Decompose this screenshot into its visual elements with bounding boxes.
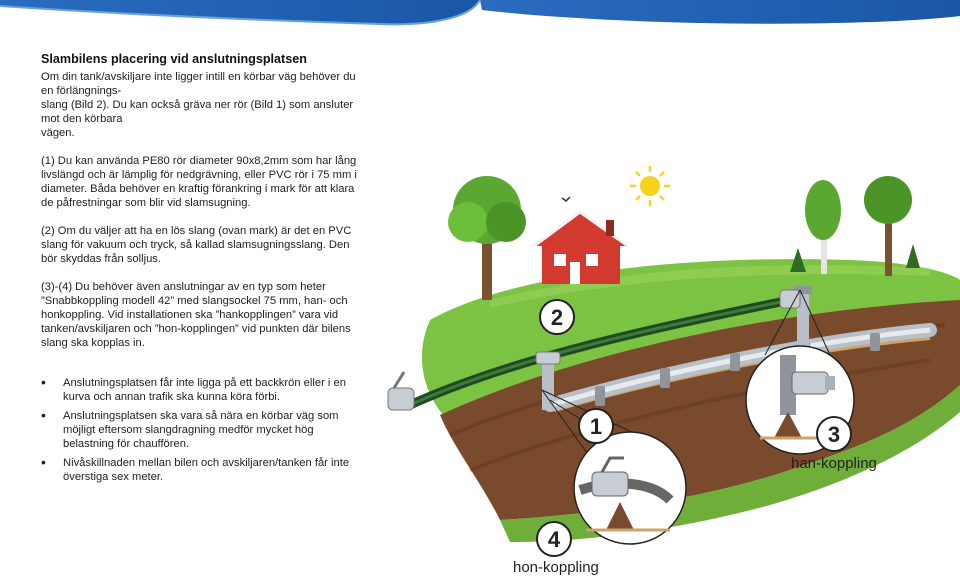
tree-left	[448, 176, 526, 300]
installation-illustration	[370, 150, 960, 576]
callout-3	[817, 417, 851, 451]
intro-paragraph: Om din tank/avskiljare inte ligger intill en körbar väg behöver du en förlängnings- slang (Bild 2). Du kan också gräva ner rör (Bild 1) som ansluter mot den körbara vägen.	[41, 71, 356, 139]
list-item: • Anslutningsplatsen ska vara så nära en körbar väg som möjligt eftersom slangdragning medför mycket hög belastning för chauffören.	[41, 409, 366, 451]
hose-coupling-left	[388, 372, 414, 410]
paragraph-hose: (2) Om du väljer att ha en lös slang (ovan mark) är det en PVC slang för vakuum och tryck, så kallad slamsugningsslang. Den bör skyddas från solljus.	[41, 225, 352, 265]
callout-2	[540, 300, 574, 334]
page-title: Slambilens placering vid anslutningsplatsen	[41, 52, 307, 66]
svg-text:3: 3	[827, 422, 841, 447]
top-banner	[0, 0, 960, 46]
label-han-coupling: han-koppling	[791, 455, 877, 472]
paragraph-pipe: (1) Du kan använda PE80 rör diameter 90x8,2mm som har lång livslängd och är lämplig för nedgrävning, eller PVC rör i 75 mm i diameter. Båda behöver en kraftig förankring i mark för att klara de påfrestningar som blir vid slamsugning.	[41, 155, 357, 209]
bullet-list	[41, 376, 366, 484]
bird-icon	[562, 197, 570, 201]
article-text	[41, 52, 366, 489]
sun-icon	[630, 166, 670, 206]
svg-text:1: 1	[589, 414, 603, 439]
label-hon-coupling: hon-koppling	[513, 559, 599, 576]
svg-text:2: 2	[550, 305, 564, 330]
list-item: • Nivåskillnaden mellan bilen och avskiljaren/tanken får inte överstiga sex meter.	[41, 456, 366, 484]
callout-1	[579, 409, 613, 443]
list-item: • Anslutningsplatsen får inte ligga på ett backkrön eller i en kurva och annan trafik ska kunna köra förbi.	[41, 376, 366, 404]
svg-text:4: 4	[547, 527, 561, 552]
callout-4	[537, 522, 571, 556]
paragraph-couplings: (3)-(4) Du behöver även anslutningar av en typ som heter ”Snabbkoppling modell 42” med slangsockel 75 mm, han- och honkoppling. Vid installationen ska ”hankopplingen” vara vid tanken/avskiljaren och ”hon-kopplingen” vid punkten där bilens slang ska kopplas in.	[41, 281, 351, 349]
house	[534, 212, 628, 284]
